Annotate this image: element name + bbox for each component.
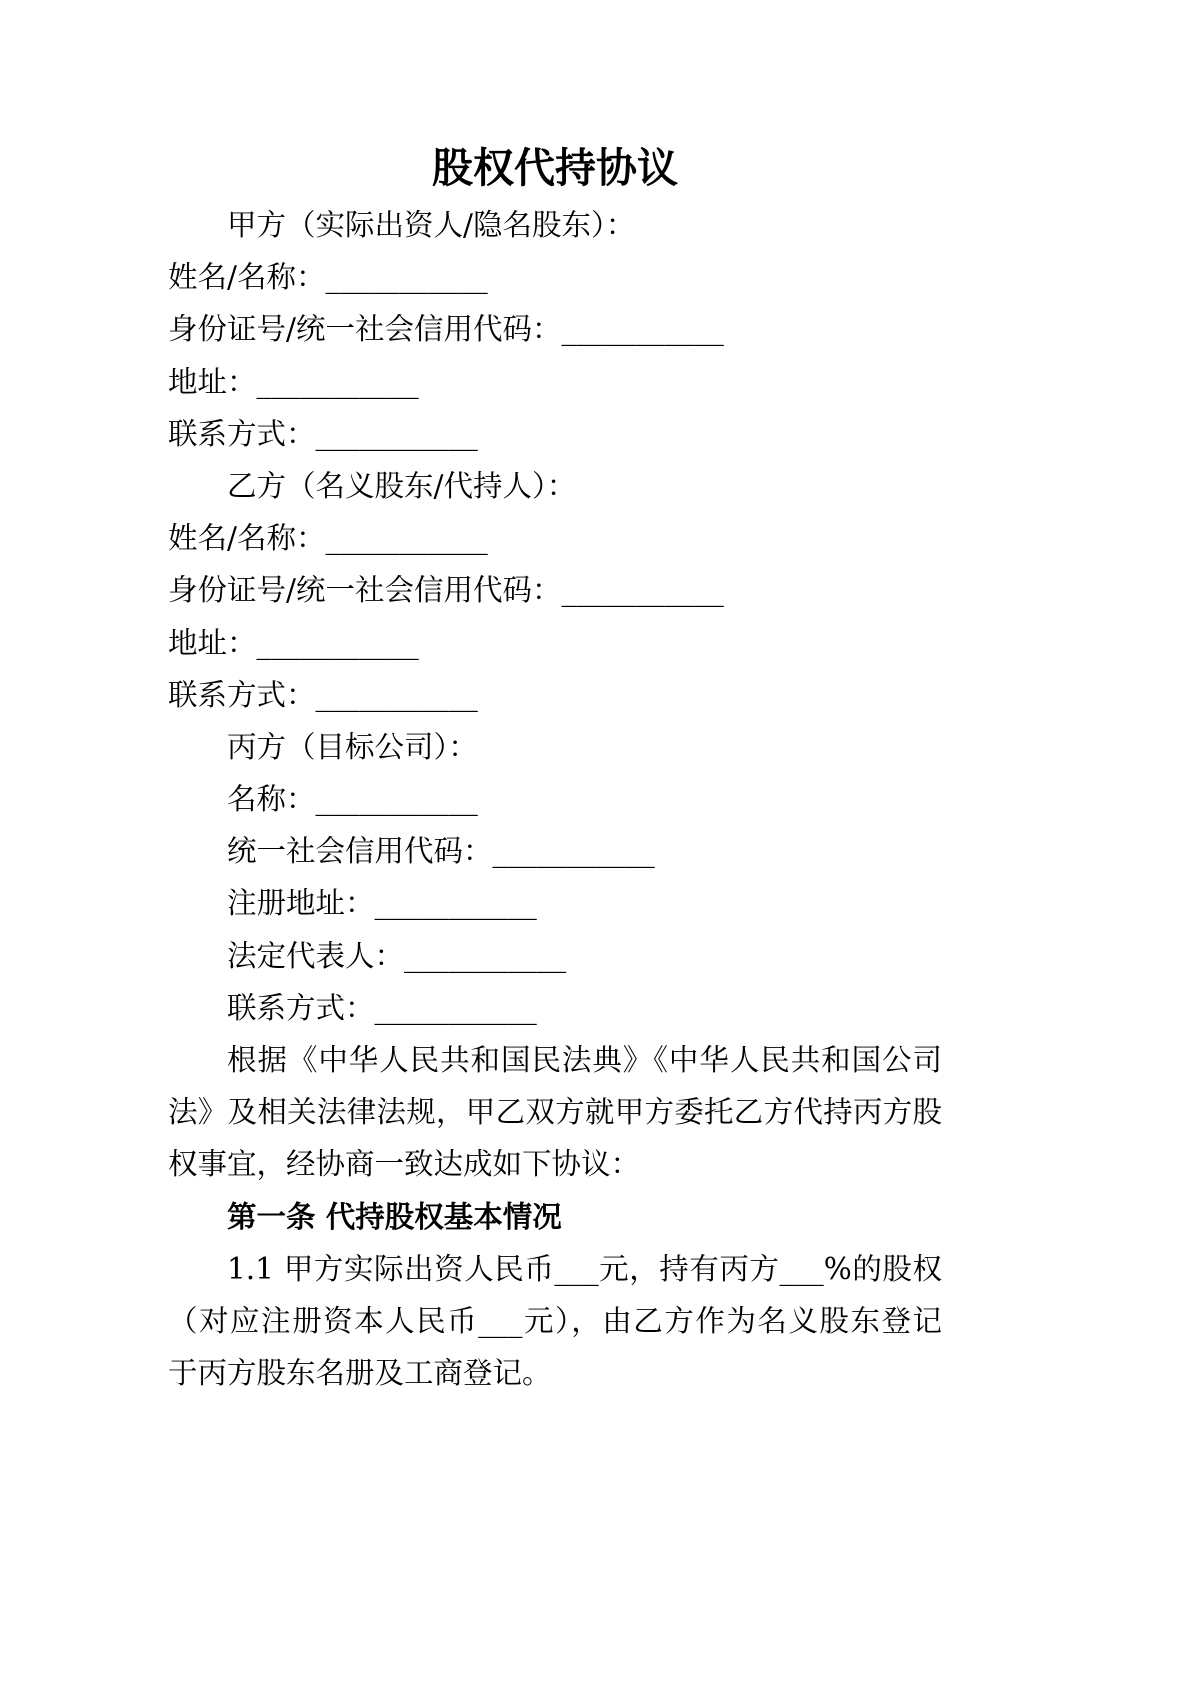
fill-in-blank: ___________ xyxy=(325,260,488,295)
party-a-name-field xyxy=(168,251,942,303)
party-b-name-field xyxy=(168,512,942,564)
field-label: 统一社会信用代码： xyxy=(227,834,493,869)
party-c-credit-code-field xyxy=(168,825,942,877)
party-c-heading: 丙方（目标公司）： xyxy=(227,729,478,764)
clause-1-1-line: （对应注册资本人民币___元），由乙方作为名义股东登记 xyxy=(168,1303,942,1338)
fill-in-blank: ___________ xyxy=(404,938,567,973)
field-label: 地址： xyxy=(168,625,257,660)
field-label: 注册地址： xyxy=(227,886,375,921)
fill-in-blank: ___________ xyxy=(374,990,537,1025)
fill-in-blank: ___________ xyxy=(561,573,724,608)
field-label: 身份证号/统一社会信用代码： xyxy=(168,312,562,347)
party-c-name-field xyxy=(168,773,942,825)
fill-in-blank: ___________ xyxy=(315,677,478,712)
fill-in-blank: ___________ xyxy=(256,364,419,399)
field-label: 法定代表人： xyxy=(227,938,405,973)
preamble-line: 根据《中华人民共和国民法典》《中华人民共和国公司 xyxy=(227,1043,942,1077)
party-b-id-field xyxy=(168,564,942,616)
clause-1-1-line: 1.1 甲方实际出资人民币___元，持有丙方___%的股权 xyxy=(227,1251,942,1286)
clause-1-1-line: 于丙方股东名册及工商登记。 xyxy=(168,1356,552,1391)
field-label: 名称： xyxy=(227,782,316,817)
field-label: 地址： xyxy=(168,364,257,399)
party-a-id-field xyxy=(168,303,942,355)
document-body xyxy=(168,142,942,1399)
fill-in-blank: ___________ xyxy=(325,521,488,556)
party-c-registered-address-field xyxy=(168,877,942,929)
preamble-line: 法》及相关法律法规，甲乙双方就甲方委托乙方代持丙方股 xyxy=(168,1095,942,1130)
field-label: 姓名/名称： xyxy=(168,521,326,556)
article-1-heading: 第一条 代持股权基本情况 xyxy=(227,1199,562,1234)
fill-in-blank: ___________ xyxy=(315,416,478,451)
fill-in-blank: ___________ xyxy=(492,834,655,869)
party-b-contact-field xyxy=(168,669,942,721)
party-a-heading: 甲方（实际出资人/隐名股东）： xyxy=(227,208,636,242)
party-b-heading: 乙方（名义股东/代持人）： xyxy=(227,468,577,503)
preamble-line: 权事宜，经协商一致达成如下协议： xyxy=(168,1147,641,1182)
field-label: 联系方式： xyxy=(168,677,316,712)
field-label: 联系方式： xyxy=(227,990,375,1025)
field-label: 联系方式： xyxy=(168,416,316,451)
fill-in-blank: ___________ xyxy=(315,782,478,817)
fill-in-blank: ___________ xyxy=(561,312,724,347)
party-c-contact-field xyxy=(168,982,942,1034)
party-c-legal-representative-field xyxy=(168,930,942,982)
party-b-address-field xyxy=(168,617,942,669)
party-a-contact-field xyxy=(168,408,942,460)
fill-in-blank: ___________ xyxy=(374,886,537,921)
document-title: 股权代持协议 xyxy=(432,144,678,192)
field-label: 姓名/名称： xyxy=(168,260,326,295)
party-a-address-field xyxy=(168,356,942,408)
fill-in-blank: ___________ xyxy=(256,625,419,660)
field-label: 身份证号/统一社会信用代码： xyxy=(168,573,562,608)
